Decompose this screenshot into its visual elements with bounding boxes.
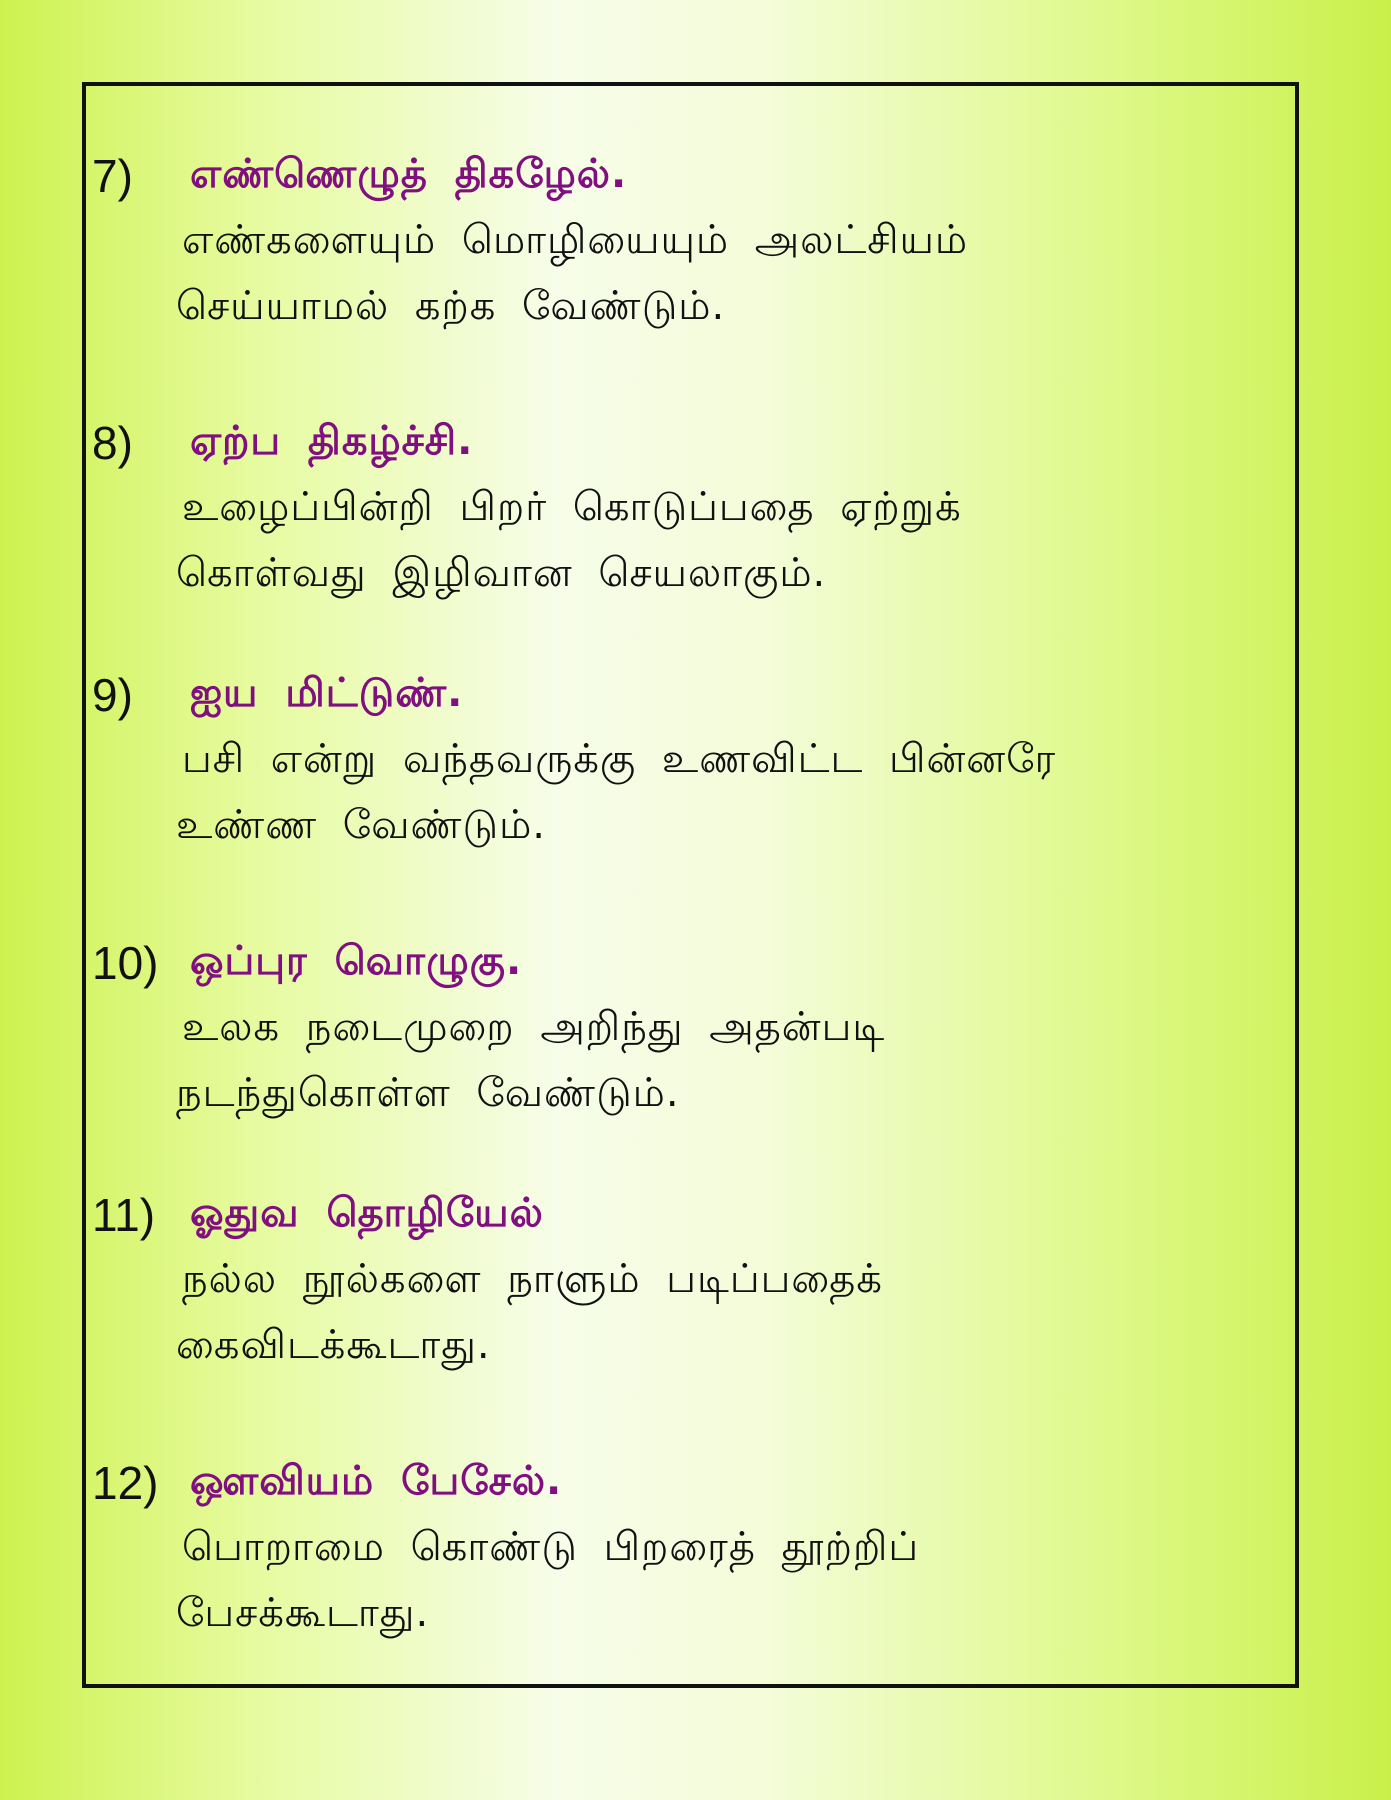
entry-title: ஓதுவ தொழியேல் <box>190 1189 544 1236</box>
entry-line: பசி என்று வந்தவருக்கு உணவிட்ட பின்னரே <box>182 735 1057 782</box>
entry-number: 9) <box>92 669 133 721</box>
entry-number: 12) <box>92 1457 159 1509</box>
entry-number: 10) <box>92 937 159 989</box>
entry-line: உலக நடைமுறை அறிந்து அதன்படி <box>182 1003 886 1050</box>
entry-10 <box>92 930 1282 1128</box>
entry-title: எண்ணெழுத் திகழேல். <box>190 150 628 197</box>
entry-line: கைவிடக்கூடாது. <box>176 1321 491 1368</box>
entry-line: பேசக்கூடாது. <box>176 1589 430 1636</box>
entry-number: 7) <box>92 150 133 202</box>
entry-heading <box>92 930 1282 996</box>
entry-line: உண்ண வேண்டும். <box>176 801 546 848</box>
entry-8 <box>92 410 1282 608</box>
entry-line: உழைப்பின்றி பிறர் கொடுப்பதை ஏற்றுக் <box>182 483 962 530</box>
entry-heading <box>92 1450 1282 1516</box>
entry-line: செய்யாமல் கற்க வேண்டும். <box>176 282 726 329</box>
entry-line: பொறாமை கொண்டு பிறரைத் தூற்றிப் <box>182 1523 920 1570</box>
entry-title: ஏற்ப திகழ்ச்சி. <box>190 417 474 464</box>
entry-line: நடந்துகொள்ள வேண்டும். <box>176 1069 680 1116</box>
entry-title: ஔவியம் பேசேல். <box>190 1457 563 1504</box>
entry-title: ஒப்புர வொழுகு. <box>190 937 523 984</box>
entry-title: ஐய மிட்டுண். <box>190 669 464 716</box>
entry-12 <box>92 1450 1282 1648</box>
entry-heading <box>92 143 1282 209</box>
entry-line: கொள்வது இழிவான செயலாகும். <box>176 549 827 596</box>
entry-line: நல்ல நூல்களை நாளும் படிப்பதைக் <box>182 1255 883 1302</box>
entry-7 <box>92 143 1282 341</box>
entry-heading <box>92 662 1282 728</box>
entry-number: 8) <box>92 417 133 469</box>
entry-heading <box>92 1182 1282 1248</box>
entry-9 <box>92 662 1282 860</box>
entry-number: 11) <box>92 1189 156 1241</box>
entry-11 <box>92 1182 1282 1380</box>
entry-line: எண்களையும் மொழியையும் அலட்சியம் <box>182 216 969 263</box>
entry-heading <box>92 410 1282 476</box>
